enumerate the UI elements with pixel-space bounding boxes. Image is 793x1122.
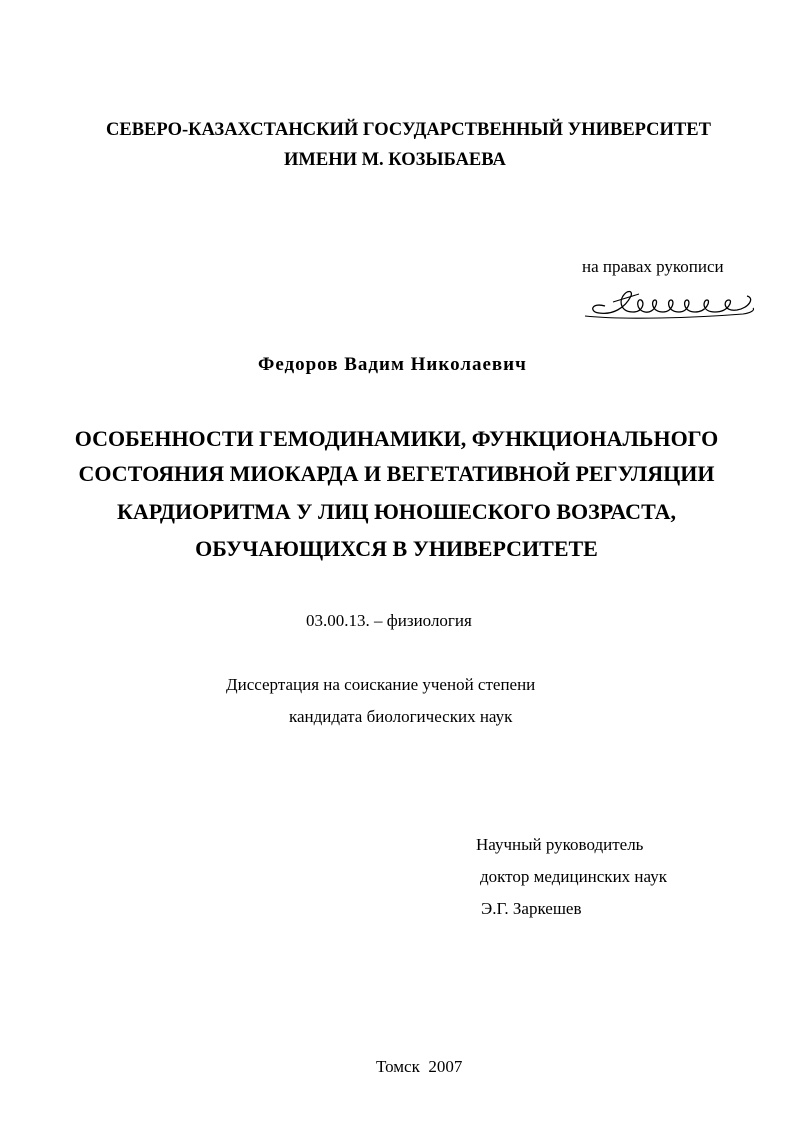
supervisor-role: Научный руководитель <box>476 835 644 854</box>
supervisor-name: Э.Г. Заркешев <box>481 899 582 918</box>
title-line: ОСОБЕННОСТИ ГЕМОДИНАМИКИ, ФУНКЦИОНАЛЬНОГО <box>74 426 719 451</box>
manuscript-note: на правах рукописи <box>582 257 724 276</box>
university-name-line2: ИМЕНИ М. КОЗЫБАЕВА <box>284 150 506 170</box>
supervisor-degree: доктор медицинских наук <box>480 867 667 886</box>
title-line: КАРДИОРИТМА У ЛИЦ ЮНОШЕСКОГО ВОЗРАСТА, <box>116 499 677 524</box>
author-name: Федоров Вадим Николаевич <box>258 354 527 375</box>
specialty-code: 03.00.13. – физиология <box>306 611 472 630</box>
university-name-line1: СЕВЕРО-КАЗАХСТАНСКИЙ ГОСУДАРСТВЕННЫЙ УНИВЕРСИТЕТ <box>106 120 711 140</box>
dissertation-degree-line1: Диссертация на соискание ученой степени <box>226 675 536 694</box>
city-year: Томск 2007 <box>376 1057 463 1076</box>
title-line: СОСТОЯНИЯ МИОКАРДА И ВЕГЕТАТИВНОЙ РЕГУЛЯЦИИ <box>78 461 715 486</box>
dissertation-degree-line2: кандидата биологических наук <box>289 707 513 726</box>
signature <box>583 282 758 320</box>
title-line: ОБУЧАЮЩИХСЯ В УНИВЕРСИТЕТЕ <box>195 536 598 561</box>
